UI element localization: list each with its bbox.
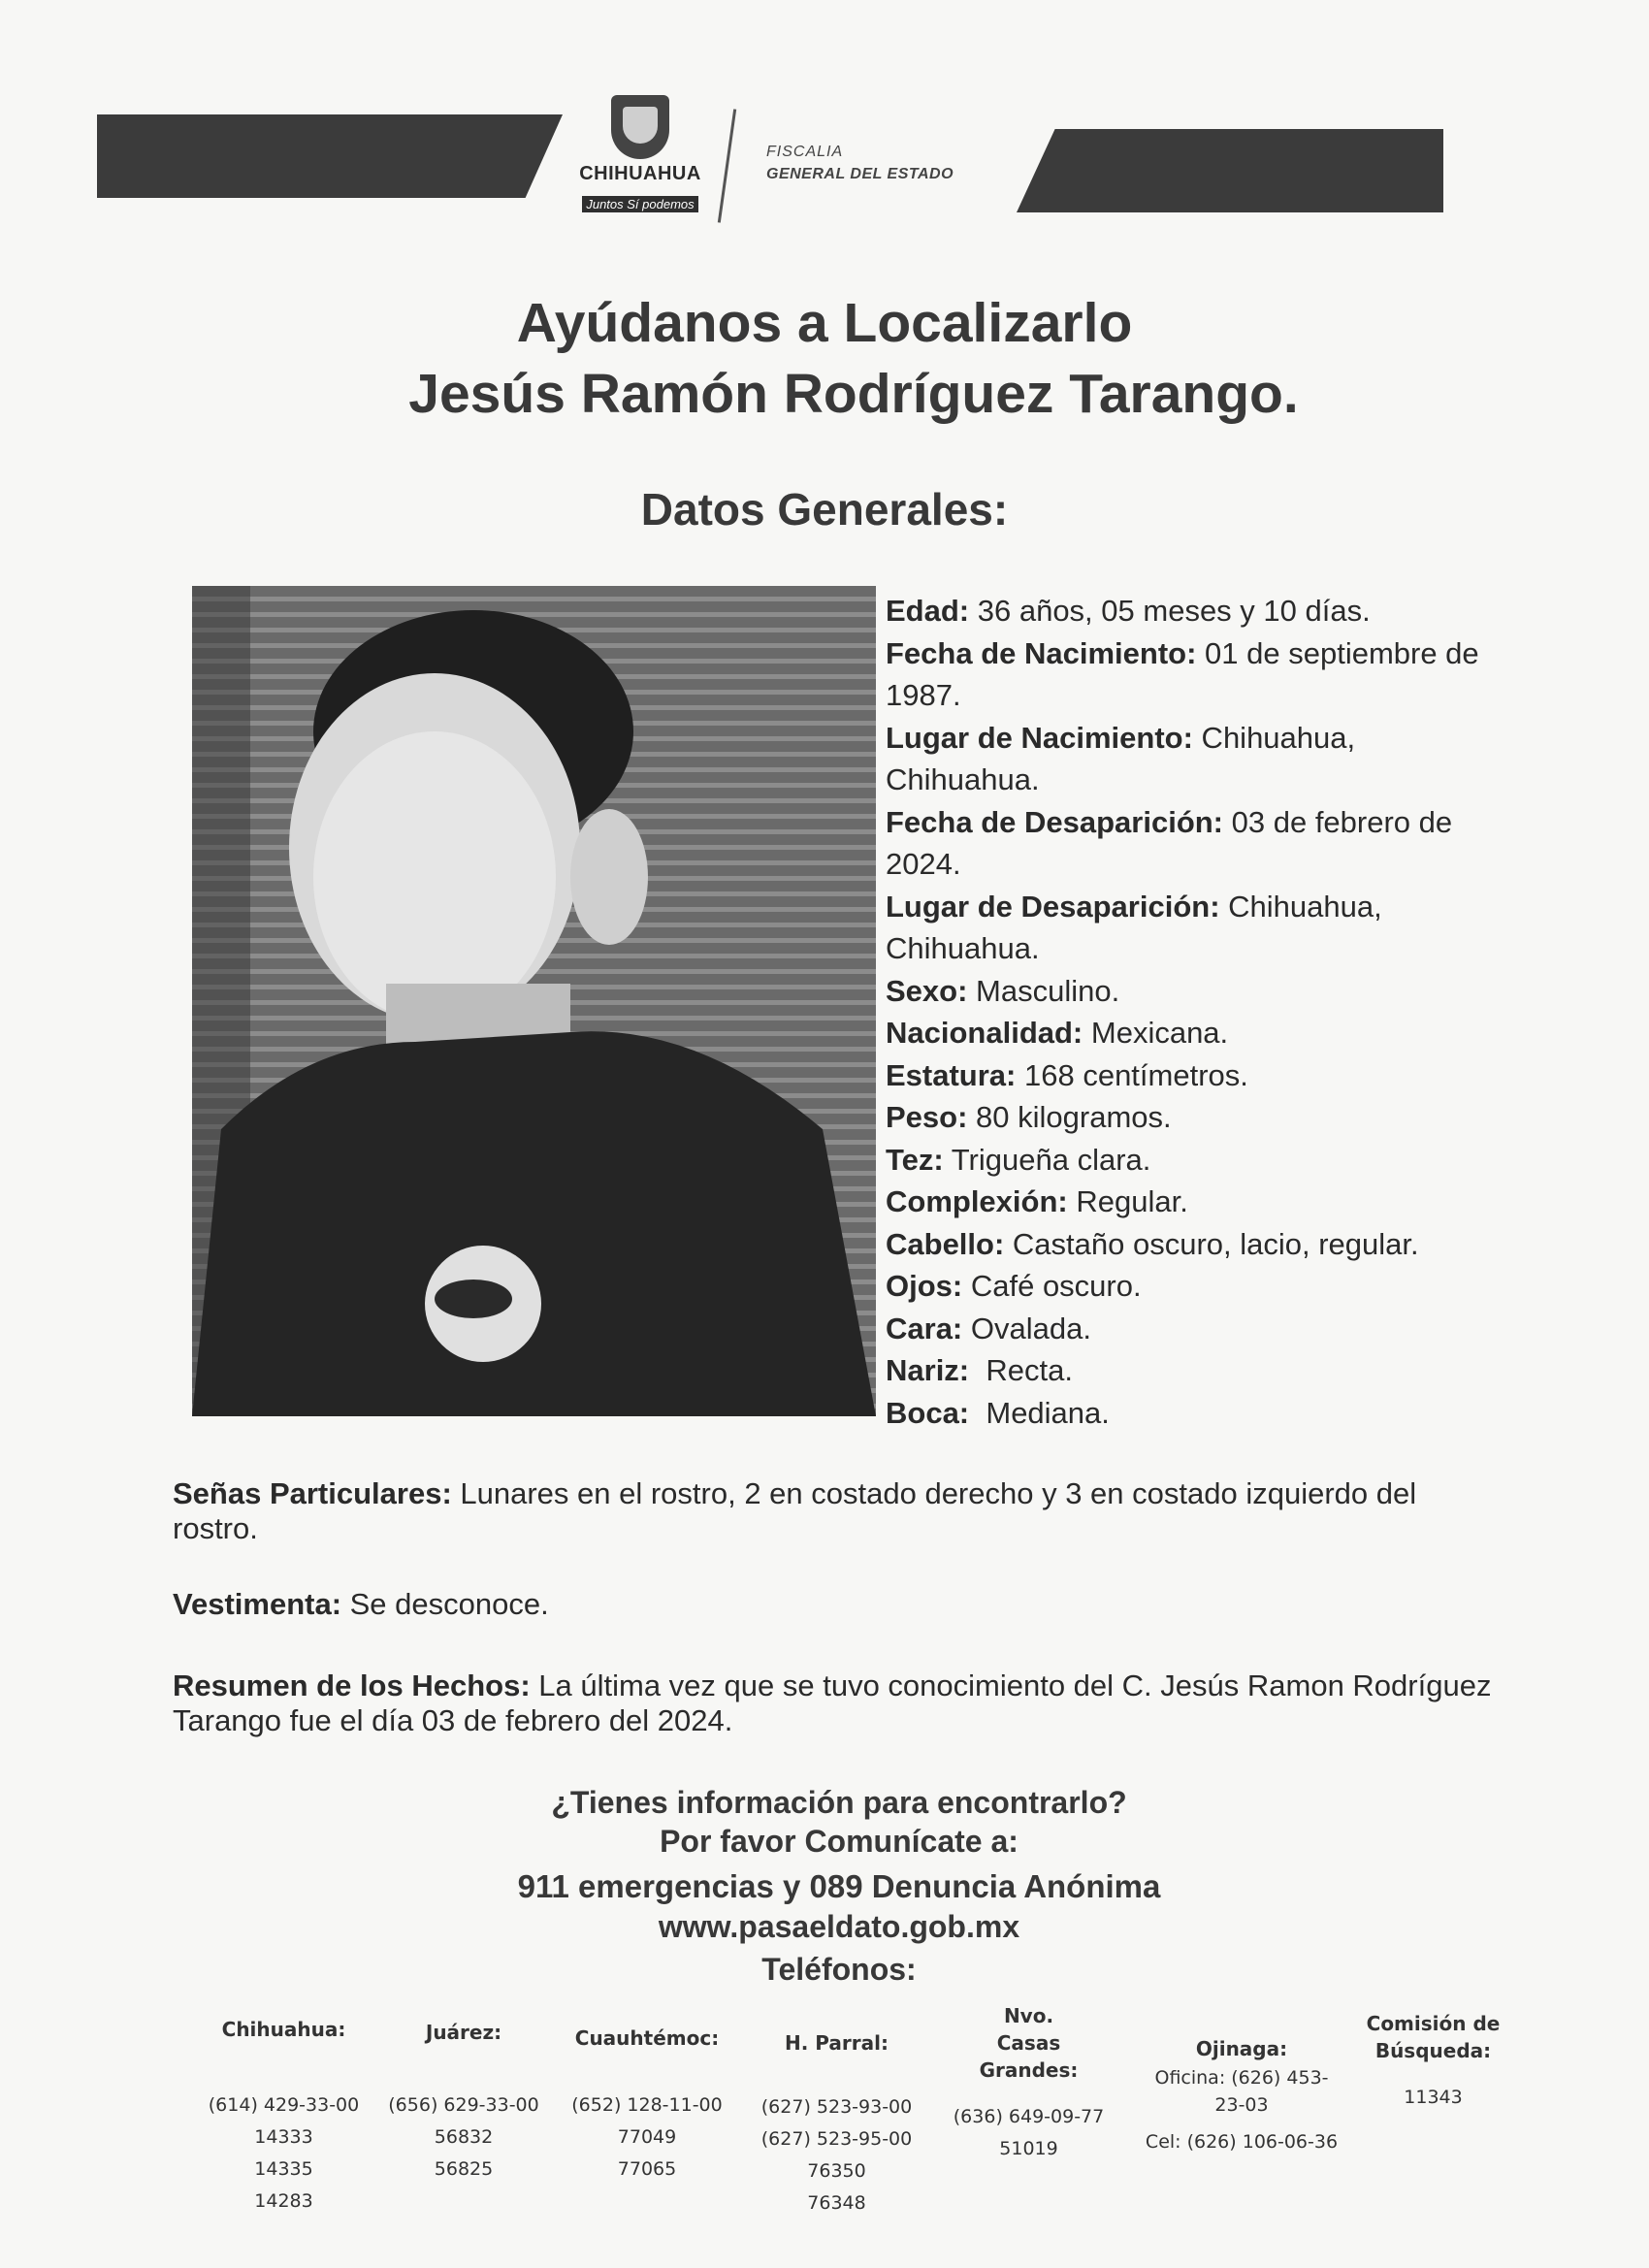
contact-instruction: Por favor Comunícate a: <box>660 1824 1018 1859</box>
logo-name: CHIHUAHUA <box>579 163 701 184</box>
vestimenta: Vestimenta: Se desconoce. <box>173 1587 549 1621</box>
senas-particulares: Señas Particulares: Lunares en el rostro, 2 en costado derecho y 3 en costado izquierdo del rostro. <box>173 1476 1417 1545</box>
phone-number: 56832 <box>434 2126 494 2148</box>
phone-number: 77049 <box>617 2126 677 2148</box>
phones-city: Nvo. Casas Grandes: <box>979 2004 1079 2082</box>
page-title: Ayúdanos a Localizarlo <box>516 292 1133 354</box>
phones-city: Ojinaga: <box>1195 2037 1288 2060</box>
detail-lugar-nacimiento: Lugar de Nacimiento: Chihuahua, Chihuahua. <box>886 720 1356 796</box>
phone-number: 56825 <box>434 2158 494 2180</box>
phone-number: 76350 <box>807 2160 866 2182</box>
phones-city: Comisión de Búsqueda: <box>1366 2012 1501 2062</box>
detail-peso: Peso: 80 kilogramos. <box>886 1100 1172 1134</box>
phone-number: (614) 429-33-00 <box>208 2094 360 2116</box>
phone-number: Cel: (626) 106-06-36 <box>1145 2131 1339 2153</box>
detail-complexion: Complexión: Regular. <box>886 1184 1188 1218</box>
detail-boca: Boca: Mediana. <box>886 1395 1110 1430</box>
phones-juarez <box>376 2019 551 2186</box>
person-photo <box>192 586 876 1416</box>
phone-number: 14335 <box>254 2158 313 2180</box>
phone-number: 76348 <box>807 2192 866 2214</box>
detail-fecha-desaparicion: Fecha de Desaparición: 03 de febrero de 2024. <box>886 804 1453 881</box>
detail-ojos: Ojos: Café oscuro. <box>886 1269 1142 1303</box>
phones-city: Juárez: <box>425 2021 502 2044</box>
header-band-left <box>97 114 563 198</box>
header-band-right <box>1017 129 1443 212</box>
resumen-hechos: Resumen de los Hechos: La última vez que se tuvo conocimiento del C. Jesús Ramon Rodríguez Tarango fue el día 03 de febrero del 2024. <box>173 1669 1492 1737</box>
phone-number: 51019 <box>999 2138 1058 2159</box>
phone-number: (627) 523-95-00 <box>760 2128 913 2150</box>
agency-line-1: FISCALIA <box>766 144 844 160</box>
agency-line-2: GENERAL DEL ESTADO <box>766 166 954 182</box>
detail-estatura: Estatura: 168 centímetros. <box>886 1057 1248 1092</box>
detail-cabello: Cabello: Castaño oscuro, lacio, regular. <box>886 1226 1419 1261</box>
phones-city: Chihuahua: <box>221 2018 346 2041</box>
detail-fecha-nacimiento: Fecha de Nacimiento: 01 de septiembre de 1987. <box>886 635 1479 712</box>
contact-emergency: 911 emergencias y 089 Denuncia Anónima <box>517 1868 1161 1904</box>
person-name: Jesús Ramón Rodríguez Tarango. <box>408 363 1299 425</box>
detail-sexo: Sexo: Masculino. <box>886 973 1120 1008</box>
phones-city: Cuauhtémoc: <box>574 2026 720 2050</box>
phone-number: (652) 128-11-00 <box>571 2094 723 2116</box>
phone-number: Oficina: (626) 453-23-03 <box>1154 2067 1329 2116</box>
shield-icon <box>611 95 669 159</box>
agency-name <box>766 141 954 185</box>
contact-website[interactable]: www.pasaeldato.gob.mx <box>658 1909 1020 1944</box>
phones-ojinaga <box>1135 2035 1348 2158</box>
details-list <box>886 590 1506 1434</box>
phone-number: 77065 <box>617 2158 677 2180</box>
section-title: Datos Generales: <box>640 484 1009 535</box>
contact-phones-heading: Teléfonos: <box>761 1952 917 1987</box>
phones-chihuahua <box>194 2016 373 2218</box>
logo-slogan: Juntos Sí podemos <box>582 196 697 212</box>
contact-question: ¿Tienes información para encontrarlo? <box>551 1785 1127 1820</box>
detail-edad: Edad: 36 años, 05 meses y 10 días. <box>886 594 1371 628</box>
detail-cara: Cara: Ovalada. <box>886 1311 1091 1345</box>
phones-cuauhtemoc <box>560 2025 734 2186</box>
phone-number: (627) 523-93-00 <box>760 2096 913 2118</box>
detail-nacionalidad: Nacionalidad: Mexicana. <box>886 1016 1229 1050</box>
chihuahua-logo <box>563 95 718 231</box>
phones-comision <box>1353 2010 1513 2114</box>
phone-number: 14283 <box>254 2190 313 2212</box>
detail-tez: Tez: Trigueña clara. <box>886 1142 1151 1177</box>
phones-casas-grandes <box>939 2002 1118 2165</box>
logo-subline <box>563 186 718 193</box>
detail-nariz: Nariz: Recta. <box>886 1353 1073 1387</box>
phone-number: (656) 629-33-00 <box>388 2094 539 2116</box>
header-divider <box>718 109 736 222</box>
phone-number: 14333 <box>254 2126 313 2148</box>
phones-parral <box>747 2029 926 2219</box>
phone-number: (636) 649-09-77 <box>953 2106 1105 2127</box>
detail-lugar-desaparicion: Lugar de Desaparición: Chihuahua, Chihuahua. <box>886 889 1382 965</box>
phone-number: 11343 <box>1404 2087 1463 2108</box>
phones-city: H. Parral: <box>785 2031 889 2055</box>
